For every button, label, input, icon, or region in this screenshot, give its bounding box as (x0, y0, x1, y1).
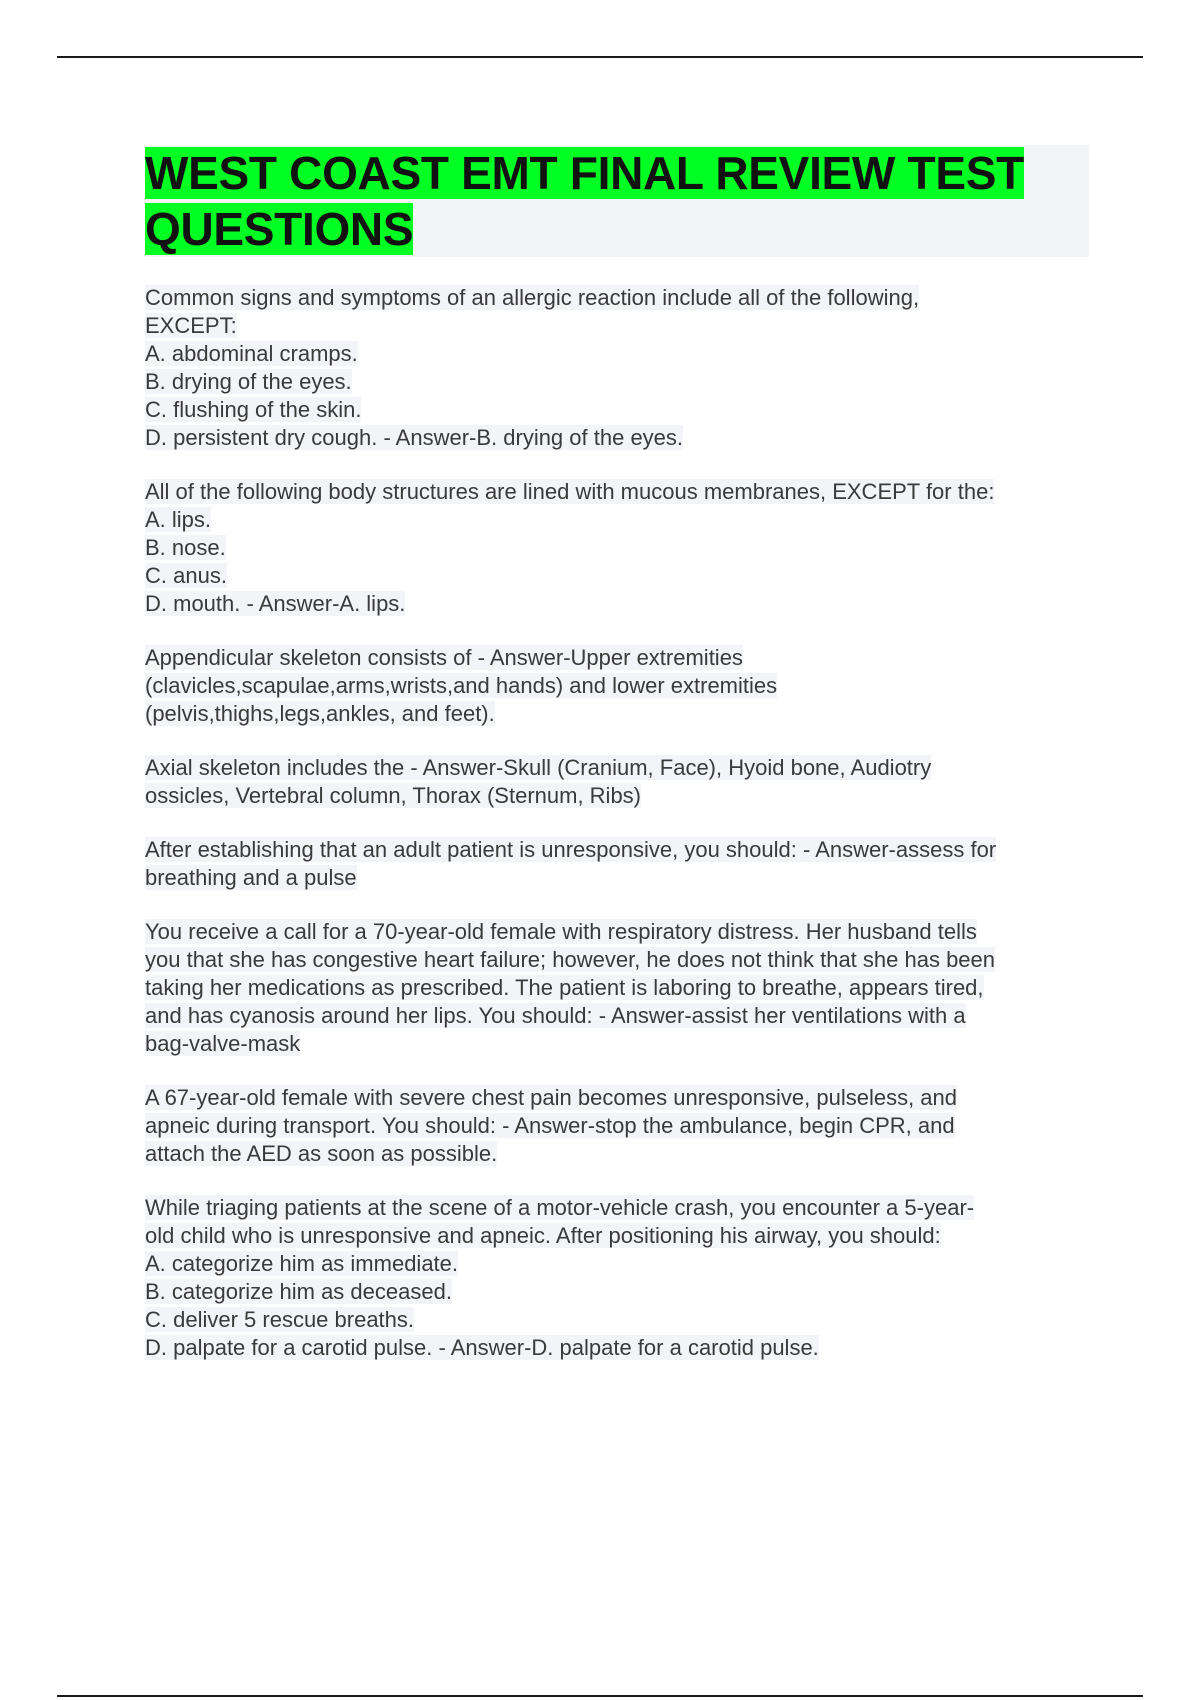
question-line: You receive a call for a 70-year-old female with respiratory distress. Her husband tells (145, 919, 977, 944)
answer-line: ossicles, Vertebral column, Thorax (Sternum, Ribs) (145, 783, 641, 808)
question-line: EXCEPT: (145, 313, 237, 338)
question-line: apneic during transport. You should: - Answer-stop the ambulance, begin CPR, and (145, 1113, 955, 1138)
title-line-1: WEST COAST EMT FINAL REVIEW TEST (145, 147, 1024, 199)
question-block-5 (145, 836, 1091, 892)
answer-option: A. lips. (145, 507, 212, 532)
title-line-2: QUESTIONS (145, 203, 414, 255)
answer-line: breathing and a pulse (145, 865, 357, 890)
answer-option: A. abdominal cramps. (145, 341, 358, 366)
question-line: Axial skeleton includes the - Answer-Skull (Cranium, Face), Hyoid bone, Audiotry (145, 755, 932, 780)
answer-option-with-answer: D. palpate for a carotid pulse. - Answer-D. palpate for a carotid pulse. (145, 1335, 819, 1360)
answer-line: (pelvis,thighs,legs,ankles, and feet). (145, 701, 495, 726)
answer-line: (clavicles,scapulae,arms,wrists,and hands) and lower extremities (145, 673, 778, 698)
question-block-2 (145, 478, 1091, 618)
answer-line: bag-valve-mask (145, 1031, 301, 1056)
question-block-7 (145, 1084, 1091, 1168)
answer-option: B. categorize him as deceased. (145, 1279, 452, 1304)
question-block-4 (145, 754, 1091, 810)
question-line: and has cyanosis around her lips. You should: - Answer-assist her ventilations with a (145, 1003, 966, 1028)
answer-option: B. nose. (145, 535, 226, 560)
question-line: Common signs and symptoms of an allergic reaction include all of the following, (145, 285, 920, 310)
title-block (145, 145, 1089, 257)
answer-option: B. drying of the eyes. (145, 369, 352, 394)
question-line: After establishing that an adult patient is unresponsive, you should: - Answer-assess for (145, 837, 997, 862)
question-line: Appendicular skeleton consists of - Answer-Upper extremities (145, 645, 743, 670)
question-block-8 (145, 1194, 1091, 1362)
question-line: A 67-year-old female with severe chest pain becomes unresponsive, pulseless, and (145, 1085, 958, 1110)
question-block-1 (145, 284, 1091, 452)
answer-line: attach the AED as soon as possible. (145, 1141, 498, 1166)
answer-option-with-answer: D. mouth. - Answer-A. lips. (145, 591, 406, 616)
answer-option-with-answer: D. persistent dry cough. - Answer-B. drying of the eyes. (145, 425, 684, 450)
question-line: taking her medications as prescribed. The patient is laboring to breathe, appears tired, (145, 975, 984, 1000)
question-line: All of the following body structures are lined with mucous membranes, EXCEPT for the: (145, 479, 995, 504)
answer-option: C. anus. (145, 563, 227, 588)
answer-option: C. flushing of the skin. (145, 397, 362, 422)
answer-option: A. categorize him as immediate. (145, 1251, 459, 1276)
question-line: old child who is unresponsive and apneic. After positioning his airway, you should: (145, 1223, 941, 1248)
question-list (145, 284, 1091, 1388)
answer-option: C. deliver 5 rescue breaths. (145, 1307, 415, 1332)
document-title (145, 145, 1089, 257)
question-line: While triaging patients at the scene of a motor-vehicle crash, you encounter a 5-year- (145, 1195, 975, 1220)
question-block-3 (145, 644, 1091, 728)
question-line: you that she has congestive heart failure; however, he does not think that she has been (145, 947, 996, 972)
question-block-6 (145, 918, 1091, 1058)
top-rule (57, 56, 1143, 58)
bottom-rule (57, 1695, 1143, 1697)
